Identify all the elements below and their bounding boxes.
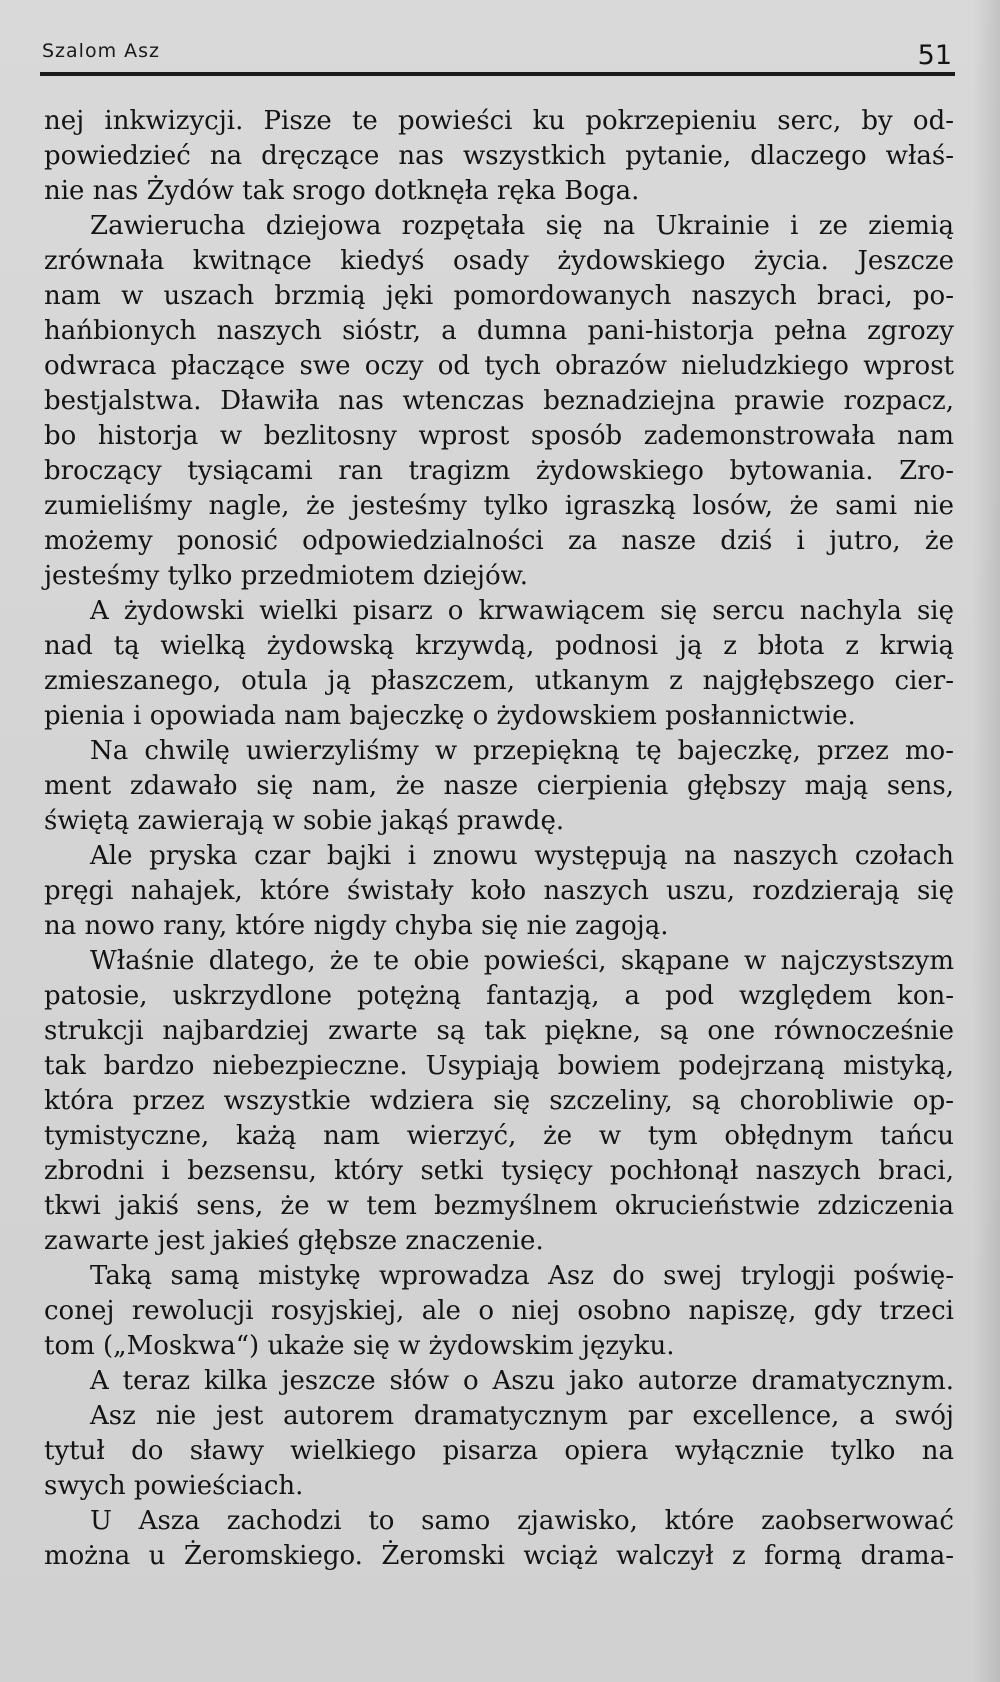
text-line: nad tą wielką żydowską krzywdą, podnosi ją z błota z krwią xyxy=(44,631,954,661)
text-line: jesteśmy tylko przedmiotem dziejów. xyxy=(44,561,529,591)
text-line: strukcji najbardziej zwarte są tak piękne, są one równocześnie xyxy=(44,1016,954,1046)
page-number: 51 xyxy=(917,40,952,71)
text-line: Asz nie jest autorem dramatycznym par excellence, a swój xyxy=(90,1401,954,1431)
text-line: zawarte jest jakieś głębsze znaczenie. xyxy=(44,1226,544,1256)
text-line: Taką samą mistykę wprowadza Asz do swej trylogji poświę- xyxy=(90,1261,954,1291)
running-head: Szalom Asz xyxy=(42,40,160,62)
text-line: pienia i opowiada nam bajeczkę o żydowskiem posłannictwie. xyxy=(44,701,856,731)
text-line: conej rewolucji rosyjskiej, ale o niej osobno napiszę, gdy trzeci xyxy=(44,1296,954,1326)
text-line: Na chwilę uwierzyliśmy w przepiękną tę bajeczkę, przez mo- xyxy=(90,736,954,766)
text-line: Właśnie dlatego, że te obie powieści, skąpane w najczystszym xyxy=(90,946,954,976)
text-line: zbrodni i bezsensu, który setki tysięcy pochłonął naszych braci, xyxy=(44,1156,954,1186)
text-line: odwraca płaczące swe oczy od tych obrazów nieludzkiego wprost xyxy=(44,351,954,381)
text-line: nie nas Żydów tak srogo dotknęła ręka Boga. xyxy=(44,176,640,206)
text-line: tymistyczne, każą nam wierzyć, że w tym obłędnym tańcu xyxy=(44,1121,954,1151)
text-line: A żydowski wielki pisarz o krwawiącem się sercu nachyla się xyxy=(90,596,954,626)
text-line: świętą zawierają w sobie jakąś prawdę. xyxy=(44,806,565,836)
text-line: U Asza zachodzi to samo zjawisko, które zaobserwować xyxy=(90,1506,954,1536)
text-line: swych powieściach. xyxy=(44,1471,304,1501)
text-line: tak bardzo niebezpieczne. Usypiają bowiem podejrzaną mistyką, xyxy=(44,1051,954,1081)
text-line: ment zdawało się nam, że nasze cierpienia głębszy mają sens, xyxy=(44,771,954,801)
text-line: tkwi jakiś sens, że w tem bezmyślnem okrucieństwie zdziczenia xyxy=(44,1191,954,1221)
text-line: możemy ponosić odpowiedzialności za nasze dziś i jutro, że xyxy=(44,526,954,556)
page-edge-shadow xyxy=(972,0,1000,1682)
text-line: pręgi nahajek, które świstały koło naszych uszu, rozdzierają się xyxy=(44,876,954,906)
text-line: broczący tysiącami ran tragizm żydowskiego bytowania. Zro- xyxy=(44,456,954,486)
text-line: zmieszanego, otula ją płaszczem, utkanym z najgłębszego cier- xyxy=(44,666,954,696)
text-line: Zawierucha dziejowa rozpętała się na Ukrainie i ze ziemią xyxy=(90,211,954,241)
text-line: można u Żeromskiego. Żeromski wciąż walczył z formą drama- xyxy=(44,1541,954,1571)
text-line: na nowo rany, które nigdy chyba się nie zagoją. xyxy=(44,911,669,941)
text-line: nej inkwizycji. Pisze te powieści ku pokrzepieniu serc, by od- xyxy=(44,106,954,136)
text-line: nam w uszach brzmią jęki pomordowanych naszych braci, po- xyxy=(44,281,954,311)
text-line: zrównała kwitnące kiedyś osady żydowskiego życia. Jeszcze xyxy=(44,246,954,276)
text-line: patosie, uskrzydlone potężną fantazją, a pod względem kon- xyxy=(44,981,954,1011)
text-line: bestjalstwa. Dławiła nas wtenczas beznadziejna prawie rozpacz, xyxy=(44,386,954,416)
text-line: zumieliśmy nagle, że jesteśmy tylko igraszką losów, że sami nie xyxy=(44,491,954,521)
text-line: bo historja w bezlitosny wprost sposób zademonstrowała nam xyxy=(44,421,954,451)
text-line: powiedzieć na dręczące nas wszystkich pytanie, dlaczego właś- xyxy=(44,141,954,171)
text-line: tytuł do sławy wielkiego pisarza opiera wyłącznie tylko na xyxy=(44,1436,954,1466)
text-line: A teraz kilka jeszcze słów o Aszu jako autorze dramatycznym. xyxy=(90,1366,954,1396)
text-line: hańbionych naszych sióstr, a dumna pani-historja pełna zgrozy xyxy=(44,316,954,346)
text-line: tom („Moskwa“) ukaże się w żydowskim języku. xyxy=(44,1331,675,1361)
text-line: Ale pryska czar bajki i znowu występują na naszych czołach xyxy=(90,841,954,871)
text-line: która przez wszystkie wdziera się szczeliny, są chorobliwie op- xyxy=(44,1086,954,1116)
header-rule xyxy=(40,72,955,76)
body-text xyxy=(44,104,954,1574)
